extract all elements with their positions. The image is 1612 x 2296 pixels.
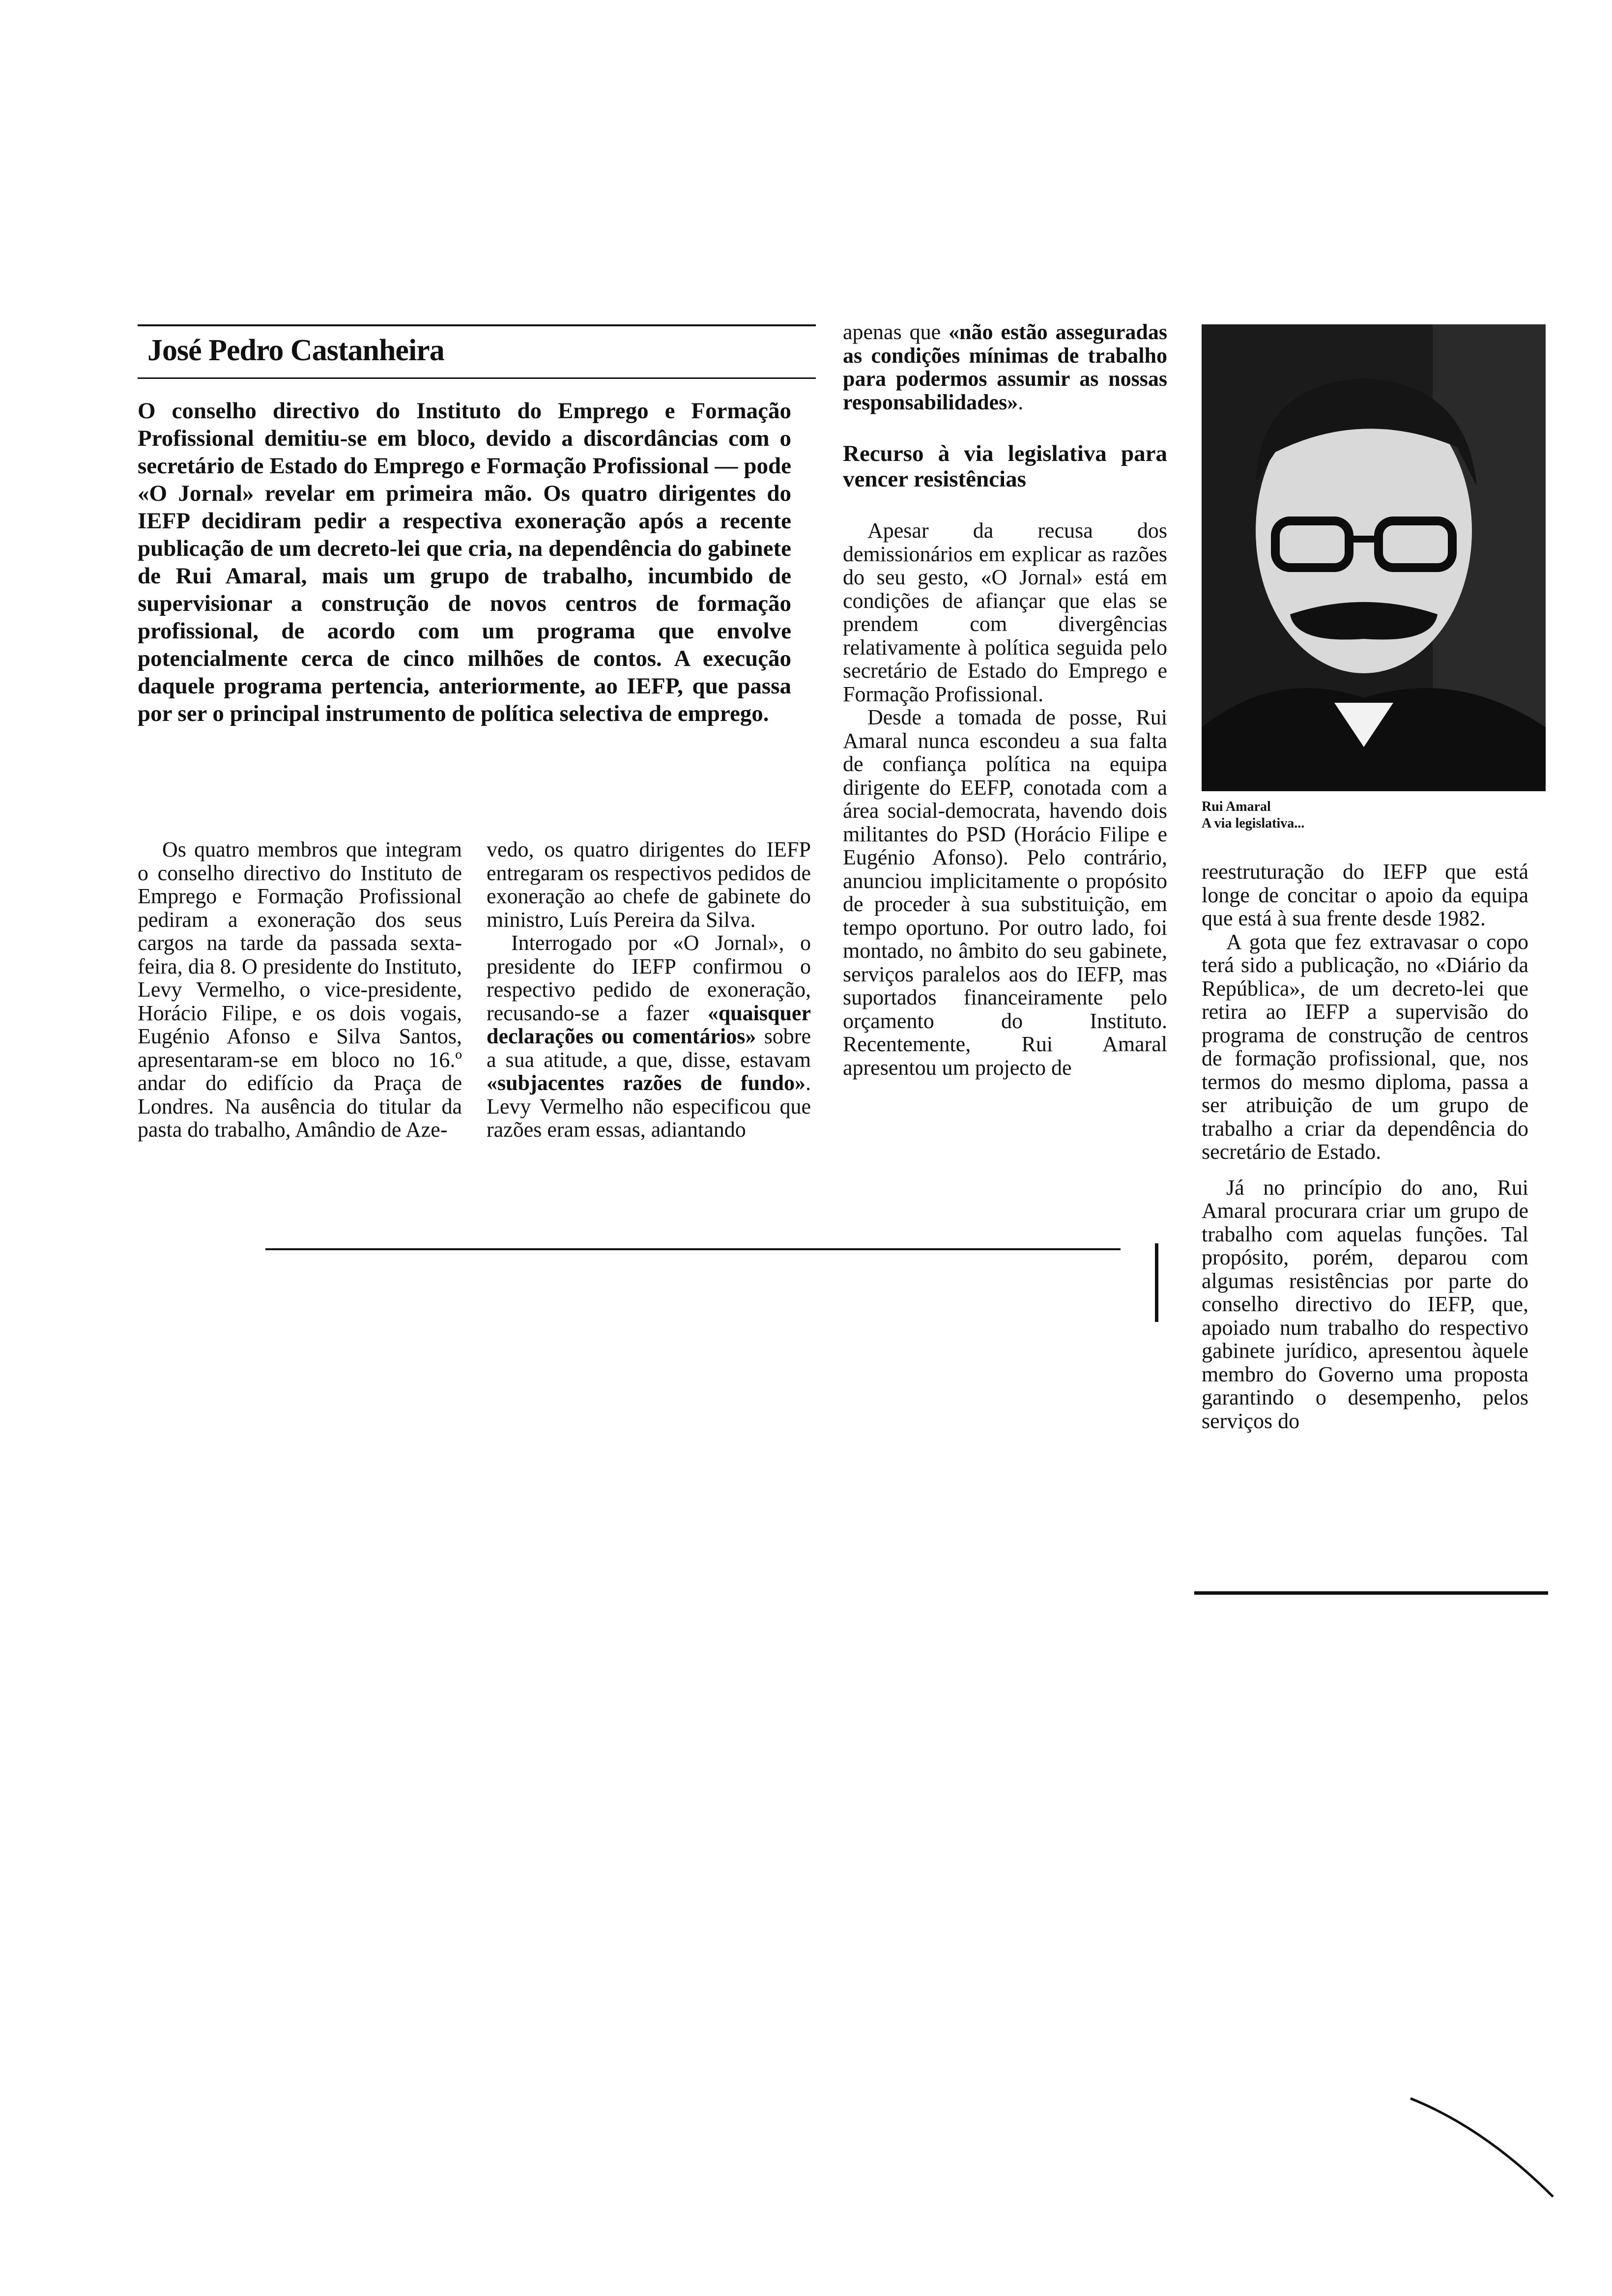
- col2-quote-2: «subjacentes razões de fundo»: [487, 1071, 806, 1095]
- caption-text: A via legislativa...: [1202, 816, 1305, 831]
- byline-rule: [138, 377, 816, 379]
- col2-text-a: Interrogado por «O Jornal», o presidente do IEFP confirmou o respectivo pedido de exoneração, recusando-se a fazer: [487, 931, 811, 1025]
- lead-paragraph: O conselho directivo do Instituto do Emprego e Formação Profissional demitiu-se em bloco, devido a discordâncias com o secretário de Estado do Emprego e Formação Profissional — pode «O Jornal» revelar em primeira mão. Os quatro dirigentes do IEFP decidiram pedir a respectiva exoneração após a recente publicação de um decreto-lei que cria, na dependência do gabinete de Rui Amaral, mais um grupo de trabalho, incumbido de supervisionar a construção de novos centros de formação profissional, de acordo com um programa que envolve potencialmente cerca de cinco milhões de contos. A execução daquele programa pertencia, anteriormente, ao IEFP, que passa por ser o principal instrumento de política selectiva de emprego.: [138, 398, 791, 726]
- col2-paragraph-2: [487, 931, 811, 1142]
- col2-quote-1: «quaisquer declarações ou comentários»: [487, 1001, 811, 1048]
- col4-paragraph-1: reestruturação do IEFP que está longe de concitar o apoio da equipa que está à sua frente desde 1982.: [1202, 860, 1528, 930]
- portrait-image-icon: [1202, 324, 1546, 791]
- col2-text-e: . Levy Vermelho não especificou que razões eram essas, adiantando: [487, 1071, 811, 1142]
- col3-text-a: apenas que: [843, 320, 949, 344]
- bottom-rule-right: [1194, 1591, 1548, 1595]
- col2-paragraph-1: vedo, os quatro dirigentes do IEFP entregaram os respectivos pedidos de exoneração ao chefe de gabinete do ministro, Luís Pereira da Silva.: [487, 837, 811, 932]
- top-rule: [138, 324, 816, 326]
- col4-paragraph-3: Já no princípio do ano, Rui Amaral procurara criar um grupo de trabalho com aquelas funções. Tal propósito, porém, deparou com algumas resistências por parte do conselho directivo do IEFP, que, apoiado num trabalho do respectivo gabinete jurídico, apresentou àquele membro do Governo uma proposta garantindo o desempenho, pelos serviços do: [1202, 1175, 1528, 1433]
- pen-stroke-mark: [1406, 2089, 1563, 2207]
- col1-paragraph-1: Os quatro membros que integram o conselho directivo do Instituto de Emprego e Formação Profissional pediram a exoneração dos seus cargos na tarde da passada sexta-feira, dia 8. O presidente do Instituto, Levy Vermelho, o vice-presidente, Horácio Filipe, e os dois vogais, Eugénio Afonso e Silva Santos, apresentaram-se em bloco no 16.º andar do edifício da Praça de Londres. Na ausência do titular da pasta do trabalho, Amândio de Aze-: [138, 837, 462, 1142]
- column-3: [843, 320, 1167, 1079]
- col2-text-c: sobre a sua atitude, a que, disse, estavam: [487, 1024, 811, 1072]
- portrait-photo: [1202, 324, 1546, 791]
- bottom-rule-left: [265, 1248, 1121, 1250]
- col3-quote: «não estão asseguradas as condições mínimas de trabalho para podermos assumir as nossas responsabilidades»: [843, 320, 1167, 414]
- col3-paragraph-2: Apesar da recusa dos demissionários em explicar as razões do seu gesto, «O Jornal» está em condições de afiançar que elas se prendem com divergências relativamente à política seguida pelo secretário de Estado do Emprego e Formação Profissional.: [843, 518, 1167, 706]
- col3-text-c: .: [1018, 390, 1024, 414]
- caption-name: Rui Amaral: [1202, 799, 1271, 814]
- vertical-rule: [1155, 1243, 1158, 1322]
- col4-paragraph-2: A gota que fez extravasar o copo terá sido a publicação, no «Diário da República», de um decreto-lei que retira ao IEFP a supervisão do programa de construção de centros de formação profissional, que, nos termos do mesmo diploma, passa a ser atribuição de um grupo de trabalho a criar da dependência do secretário de Estado.: [1202, 929, 1528, 1164]
- column-4: [1202, 860, 1528, 1433]
- subheading: Recurso à via legislativa para vencer resistências: [843, 441, 1167, 492]
- column-1: [138, 838, 462, 1142]
- col3-paragraph-1: [843, 320, 1167, 414]
- column-2: [487, 838, 811, 1142]
- byline: José Pedro Castanheira: [147, 334, 444, 367]
- col3-paragraph-3: Desde a tomada de posse, Rui Amaral nunca escondeu a sua falta de confiança política na equipa dirigente do EEFP, conotada com a área social-democrata, havendo dois militantes do PSD (Horácio Filipe e Eugénio Afonso). Pelo contrário, anunciou implicitamente o propósito de proceder à sua substituição, em tempo oportuno. Por outro lado, foi montado, no âmbito do seu gabinete, serviços paralelos aos do IEFP, mas suportados financeiramente pelo orçamento do Instituto. Recentemente, Rui Amaral apresentou um projecto de: [843, 705, 1167, 1080]
- photo-caption: [1202, 799, 1546, 832]
